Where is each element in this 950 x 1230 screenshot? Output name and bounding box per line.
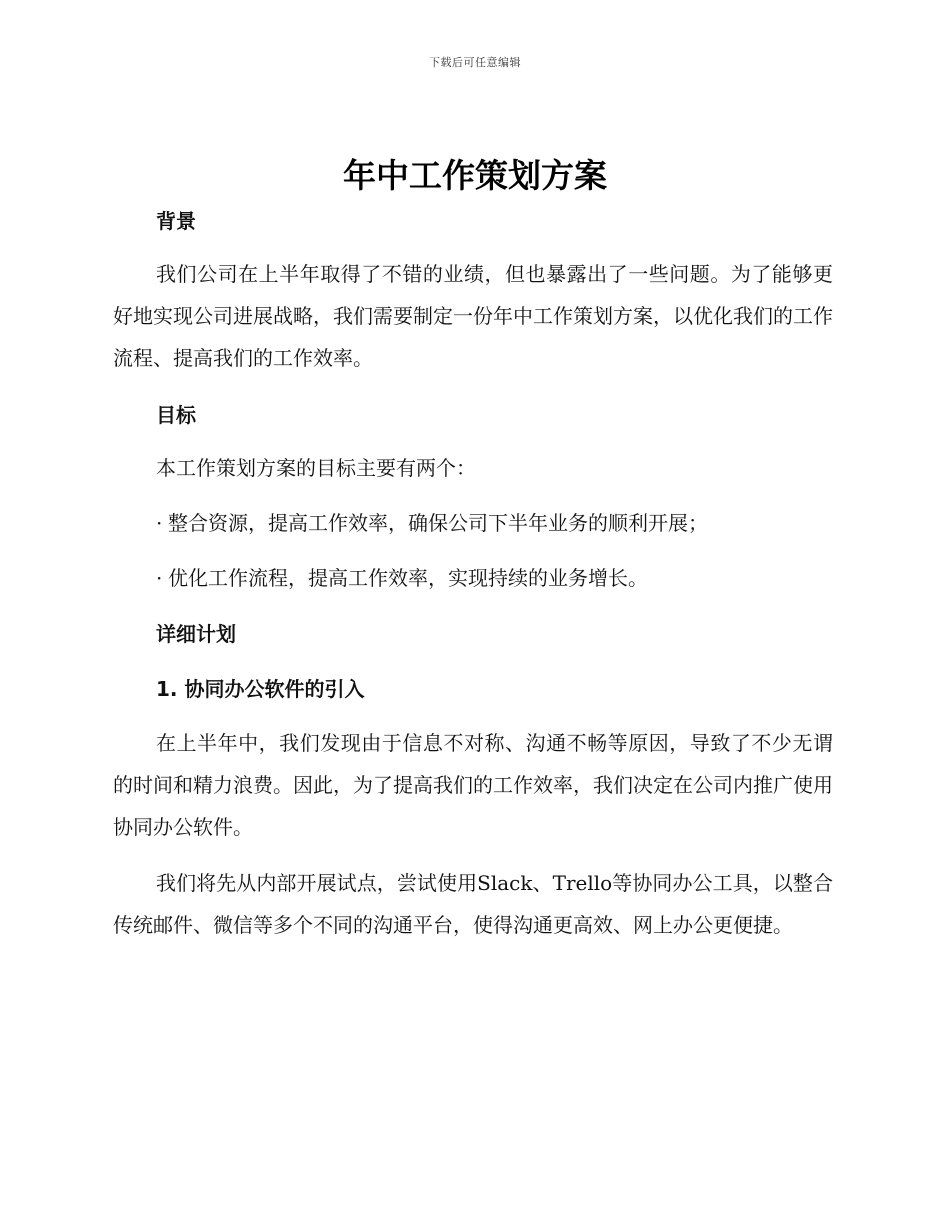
goal-item-1-text: 整合资源，提高工作效率，确保公司下半年业务的顺利开展； [168,511,708,535]
plan-sub1-paragraph-1: 在上半年中，我们发现由于信息不对称、沟通不畅等原因，导致了不少无谓的时间和精力浪费。因此，为了提高我们的工作效率，我们决定在公司内推广使用协同办公软件。 [113,731,833,839]
page-title: 年中工作策划方案 [343,156,607,195]
background-heading-block [113,206,833,236]
background-heading: 背景 [156,209,196,233]
goal-item-1 [113,508,833,538]
plan-sub1-paragraph-1-block [113,722,833,848]
goal-intro-block [113,453,833,483]
goal-heading: 目标 [156,403,196,427]
header-note: 下载后可任意编辑 [429,56,521,69]
bullet-dot: · [156,566,163,590]
goal-intro: 本工作策划方案的目标主要有两个： [156,456,476,480]
background-paragraph-block [113,253,833,379]
background-paragraph: 我们公司在上半年取得了不错的业绩，但也暴露出了一些问题。为了能够更好地实现公司进展战略，我们需要制定一份年中工作策划方案，以优化我们的工作流程、提高我们的工作效率。 [113,262,833,370]
bullet-dot: · [156,511,163,535]
goal-item-1-line [113,508,833,538]
plan-sub1-heading-block [113,674,833,704]
goal-item-2-text: 优化工作流程，提高工作效率，实现持续的业务增长。 [168,566,648,590]
goal-item-2-line [113,563,833,593]
plan-sub1-paragraph-2-block [113,862,833,946]
plan-sub1-paragraph-2: 我们将先从内部开展试点，尝试使用Slack、Trello等协同办公工具，以整合传统邮件、微信等多个不同的沟通平台，使得沟通更高效、网上办公更便捷。 [113,871,833,937]
plan-sub1-heading: 1. 协同办公软件的引入 [156,677,365,701]
plan-heading: 详细计划 [156,622,236,646]
goal-item-2 [113,563,833,593]
goal-heading-block [113,400,833,430]
plan-heading-block [113,619,833,649]
